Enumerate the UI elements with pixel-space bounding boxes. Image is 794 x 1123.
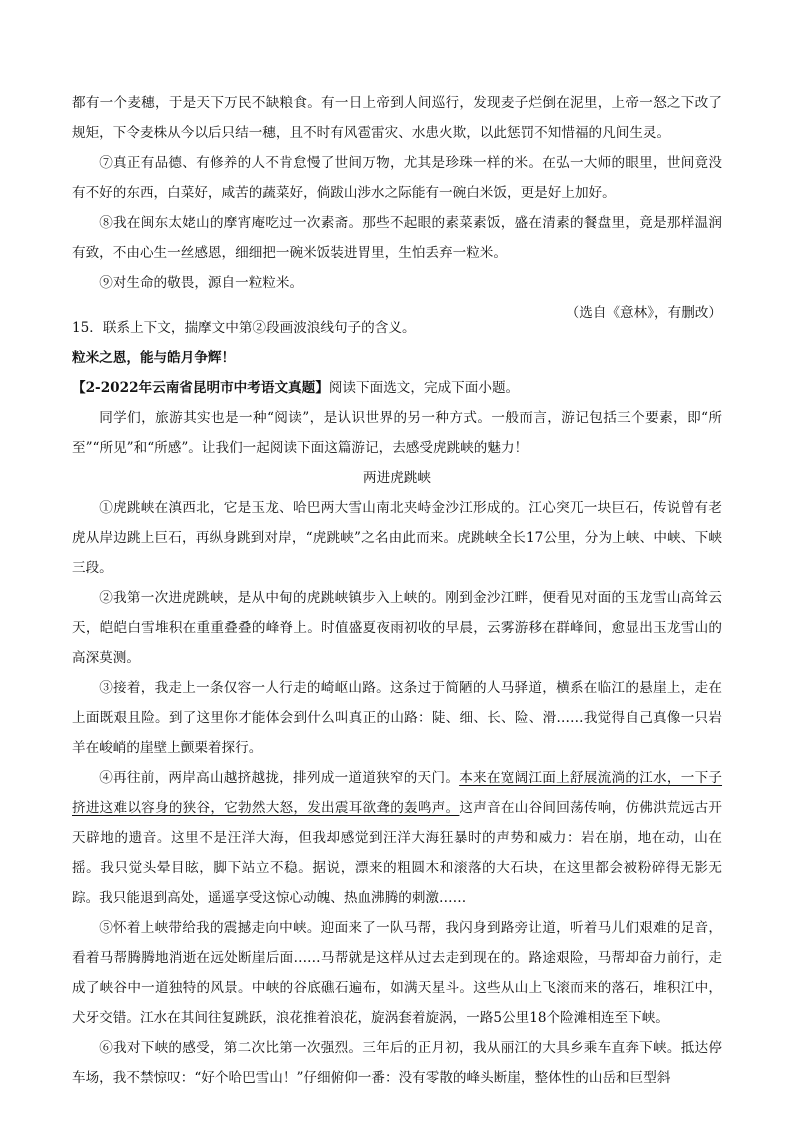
passage-2-header	[72, 373, 722, 403]
paragraph-4	[72, 763, 722, 913]
paragraph-9: ⑨对生命的敬畏，源自一粒粒米。	[99, 275, 304, 291]
question-15: 15．联系上下文，揣摩文中第②段画波浪线句子的含义。	[72, 320, 416, 336]
answer-15: 粒米之恩，能与皓月争辉！	[72, 350, 236, 366]
underlined-sentence: 本来在宽阔江面上舒展流淌的江水，一下子挤进这难以容身的狭谷，它勃然大怒，发出震耳欲聋的轰鸣声。	[72, 770, 723, 816]
passage-1	[72, 88, 722, 328]
paragraph-6: ⑥我对下峡的感受，第二次比第一次强烈。三年后的正月初，我从丽江的大具乡乘车直奔下峡。抵达停车场，我不禁惊叹：“好个哈巴雪山！”仔细俯仰一番：没有零散的峰头断崖，整体性的山岳和巨型斜	[72, 1040, 722, 1086]
question-15-block	[72, 313, 722, 403]
article-title: 两进虎跳峡	[363, 470, 431, 486]
intro-paragraph: 同学们，旅游其实也是一种“阅读”，是认识世界的另一种方式。一般而言，游记包括三个要素，即“所至”“所见”和“所感”。让我们一起阅读下面这篇游记，去感受虎跳峡的魅力！	[72, 410, 722, 456]
source-note: （选自《意林》，有删改）	[565, 305, 722, 321]
paragraph-3: ③接着，我走上一条仅容一人行走的崎岖山路。这条过于简陋的人马驿道，横系在临江的悬崖上，走在上面既艰且险。到了这里你才能体会到什么叫真正的山路：陡、细、长、险、滑……我觉得自己真像一只岩羊在峻峭的崖壁上颤栗着探行。	[72, 680, 722, 756]
instruction-text: 阅读下面选文，完成下面小题。	[328, 380, 520, 396]
paragraph-4-end: 这声音在山谷间回荡传响，仿佛洪荒远古开天辟地的遗音。这里不是汪洋大海，但我却感觉到汪洋大海狂暴时的声势和威力：岩在崩，地在动，山在摇。我只觉头晕目眩，脚下站立不稳。据说，漂来的粗圆木和滚落的大石块，在这里都会被粉碎得无影无踪。我只能退到高处，遥遥享受这惊心动魄、热血沸腾的刺激……	[72, 800, 723, 906]
exam-source-label: 【2-2022年云南省昆明市中考语文真题】	[72, 380, 329, 396]
paragraph-2: ②我第一次进虎跳峡，是从中甸的虎跳峡镇步入上峡的。刚到金沙江畔，便看见对面的玉龙雪山高耸云天，皑皑白雪堆积在重重叠叠的峰脊上。时值盛夏夜雨初收的早晨，云雾游移在群峰间，愈显出玉龙雪山的高深莫测。	[72, 590, 722, 666]
paragraph-7: ⑦真正有品德、有修养的人不肯怠慢了世间万物，尤其是珍珠一样的米。在弘一大师的眼里，世间竟没有不好的东西，白菜好，咸苦的蔬菜好，倘跋山涉水之际能有一碗白米饭，更是好上加好。	[72, 155, 722, 201]
paragraph-4-start: ④再往前，两岸高山越挤越拢，排列成一道道狭窄的天门。	[99, 770, 460, 786]
paragraph-5: ⑤怀着上峡带给我的震撼走向中峡。迎面来了一队马帮，我闪身到路旁让道，听着马儿们艰难的足音，看着马帮腾腾地消逝在远处断崖后面……马帮就是这样从过去走到现在的。路途艰险，马帮却奋力前行，走成了峡谷中一道独特的风景。中峡的谷底礁石遍布，如满天星斗。这些从山上飞滚而来的落石，堆积江中，犬牙交错。江水在其间往复跳跃，浪花推着浪花，旋涡套着旋涡，一路5公里18个险滩相连至下峡。	[72, 920, 722, 1026]
paragraph-continued: 都有一个麦穗，于是天下万民不缺粮食。有一日上帝到人间巡行，发现麦子烂倒在泥里，上帝一怒之下改了规矩，下令麦株从今以后只结一穗，且不时有风雹雷灾、水患火欺，以此惩罚不知惜福的凡间生灵。	[72, 95, 722, 141]
paragraph-8: ⑧我在闽东太姥山的摩宵庵吃过一次素斋。那些不起眼的素菜素饭，盛在清素的餐盘里，竟是那样温润有致，不由心生一丝感恩，细细把一碗米饭装进胃里，生怕丢弃一粒米。	[72, 215, 722, 261]
passage-2	[72, 403, 722, 1093]
paragraph-1: ①虎跳峡在滇西北，它是玉龙、哈巴两大雪山南北夹峙金沙江形成的。江心突兀一块巨石，传说曾有老虎从岸边跳上巨石，再纵身跳到对岸，“虎跳峡”之名由此而来。虎跳峡全长17公里，分为上峡、中峡、下峡三段。	[72, 500, 722, 576]
